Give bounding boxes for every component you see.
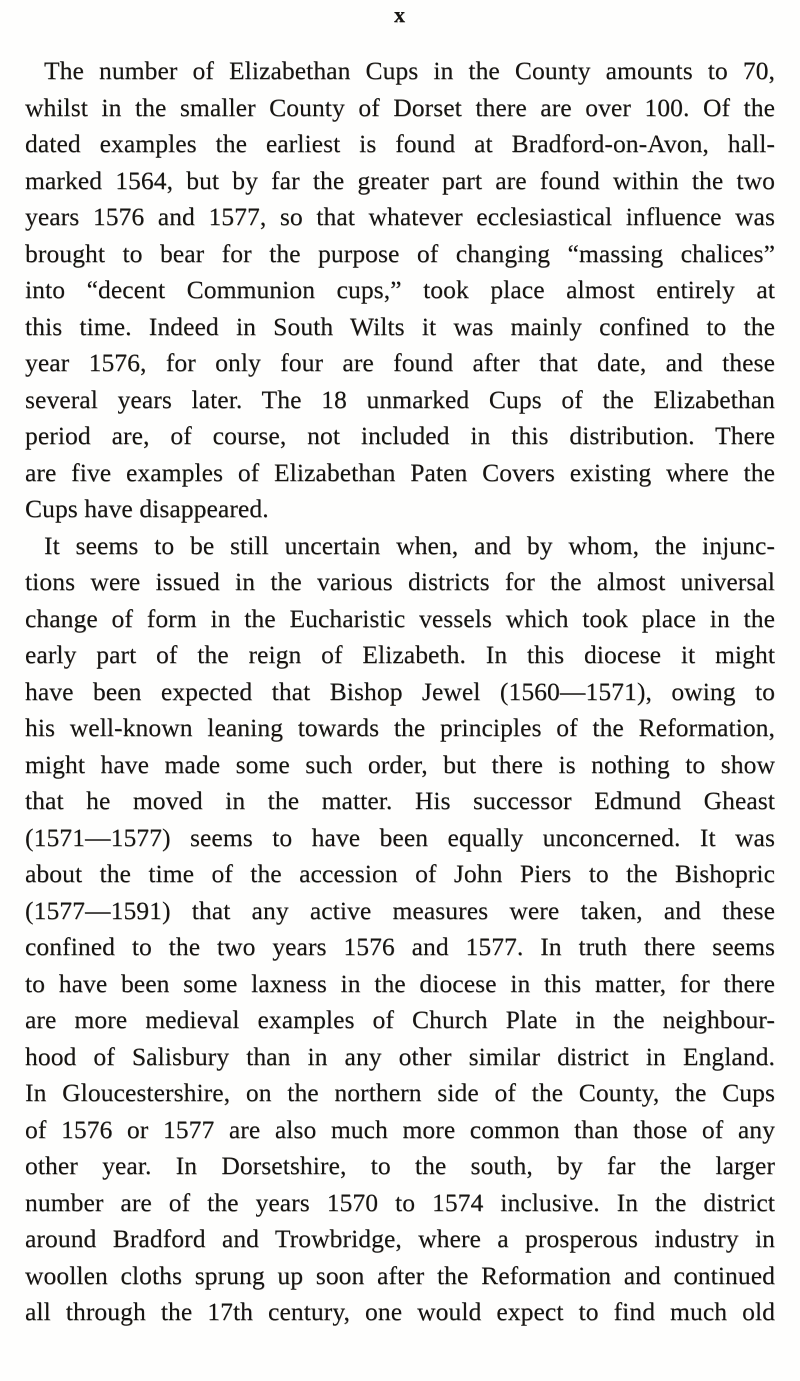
text-line: change of form in the Eucharistic vessels which took place in the <box>25 603 775 633</box>
text-block <box>25 53 775 1331</box>
text-line: his well-known leaning towards the principles of the Reformation, <box>25 713 775 742</box>
text-line: (1571—1577) seems to have been equally unconcerned. It was <box>25 822 775 852</box>
paragraph-1 <box>25 53 775 528</box>
text-line: have been expected that Bishop Jewel (1560—1571), owing to <box>25 676 775 706</box>
text-line: are more medieval examples of Church Plate in the neighbour- <box>25 1005 775 1034</box>
text-line: In Gloucestershire, on the northern side of the County, the Cups <box>25 1078 775 1107</box>
text-line: around Bradford and Trowbridge, where a prosperous industry in <box>25 1224 775 1253</box>
text-line: The number of Elizabethan Cups in the County amounts to 70, <box>44 56 775 85</box>
text-line: might have made some such order, but there is nothing to show <box>25 749 775 779</box>
text-line: brought to bear for the purpose of changing “massing chalices” <box>25 238 775 268</box>
text-line: several years later. The 18 unmarked Cups of the Elizabethan <box>25 384 775 414</box>
text-line: Cups have disappeared. <box>25 494 269 523</box>
text-line: are five examples of Elizabethan Paten Covers existing where the <box>25 457 775 487</box>
text-line: period are, of course, not included in this distribution. There <box>25 421 775 450</box>
text-line: woollen cloths sprung up soon after the Reformation and continued <box>25 1260 775 1290</box>
text-line: early part of the reign of Elizabeth. In this diocese it might <box>25 640 775 669</box>
text-line: this time. Indeed in South Wilts it was mainly confined to the <box>25 311 775 341</box>
text-line: other year. In Dorsetshire, to the south, by far the larger <box>25 1151 775 1180</box>
paragraph-2 <box>25 528 775 1331</box>
text-line: marked 1564, but by far the greater part are found within the two <box>25 165 775 195</box>
text-line: (1577—1591) that any active measures were taken, and these <box>25 895 775 925</box>
text-line: that he moved in the matter. His successor Edmund Gheast <box>25 786 775 815</box>
text-line: whilst in the smaller County of Dorset there are over 100. Of the <box>25 92 775 122</box>
text-line: dated examples the earliest is found at Bradford-on-Avon, hall- <box>25 129 775 158</box>
text-line: of 1576 or 1577 are also much more common than those of any <box>25 1114 775 1144</box>
text-line: year 1576, for only four are found after that date, and these <box>25 348 775 377</box>
text-line: into “decent Communion cups,” took place almost entirely at <box>25 275 775 304</box>
text-line: number are of the years 1570 to 1574 inclusive. In the district <box>25 1187 775 1217</box>
text-line: tions were issued in the various districts for the almost universal <box>25 567 775 596</box>
text-line: hood of Salisbury than in any other similar district in England. <box>25 1041 775 1071</box>
text-line: confined to the two years 1576 and 1577. In truth there seems <box>25 932 775 961</box>
text-line: years 1576 and 1577, so that whatever ecclesiastical influence was <box>25 202 775 231</box>
page-number: x <box>394 2 406 27</box>
text-line: about the time of the accession of John Piers to the Bishopric <box>25 859 775 888</box>
text-line: all through the 17th century, one would expect to find much old <box>25 1297 775 1326</box>
text-line: It seems to be still uncertain when, and by whom, the injunc- <box>44 530 775 560</box>
text-line: to have been some laxness in the diocese in this matter, for there <box>25 968 775 998</box>
